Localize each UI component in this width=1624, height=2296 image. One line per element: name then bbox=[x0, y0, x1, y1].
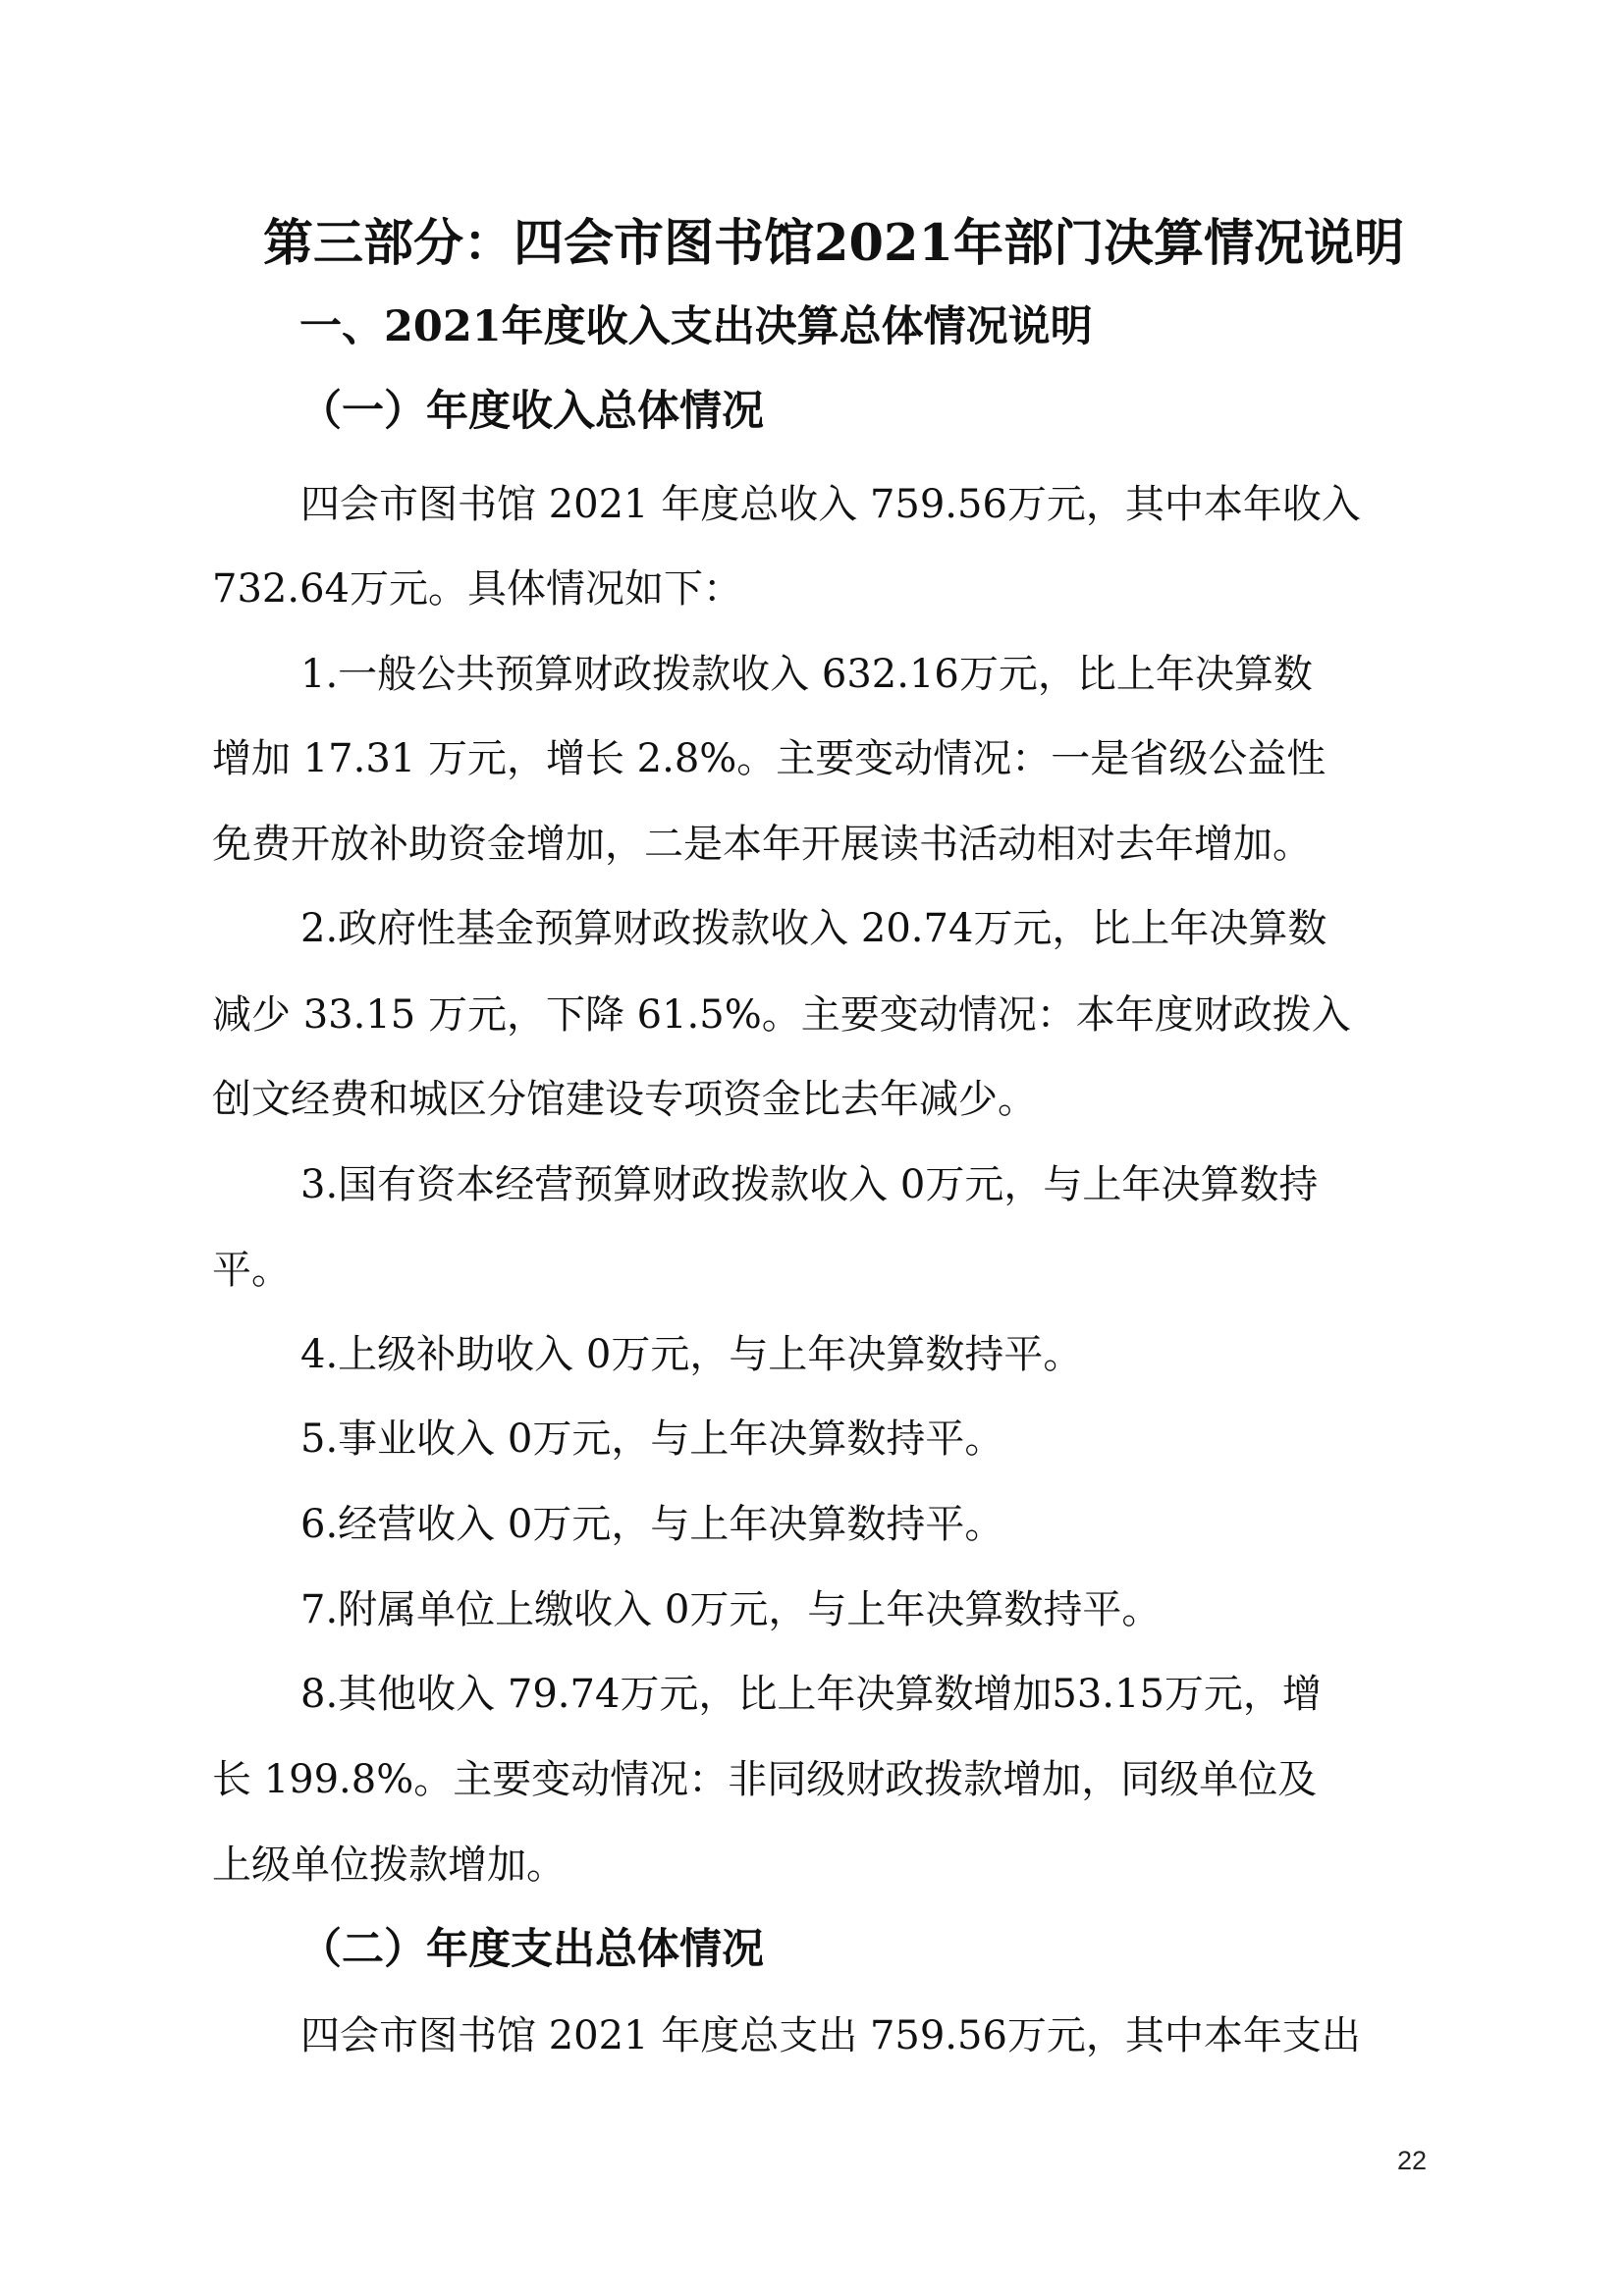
income-item-line: 5.事业收入 0万元，与上年决算数持平。 bbox=[300, 1416, 1004, 1462]
section-heading-1: 一、2021年度收入支出决算总体情况说明 bbox=[299, 302, 1093, 351]
income-item-line: 6.经营收入 0万元，与上年决算数持平。 bbox=[300, 1502, 1004, 1547]
subsection-heading-income: （一）年度收入总体情况 bbox=[299, 387, 764, 436]
income-item-line: 减少 33.15 万元，下降 61.5%。主要变动情况：本年度财政拨入 bbox=[212, 992, 1351, 1038]
income-item-line: 3.国有资本经营预算财政拨款收入 0万元，与上年决算数持 bbox=[300, 1162, 1319, 1207]
income-item-line: 8.其他收入 79.74万元，比上年决算数增加53.15万元，增 bbox=[300, 1672, 1322, 1717]
expense-paragraph-line: 四会市图书馆 2021 年度总支出 759.56万元，其中本年支出 bbox=[300, 2013, 1361, 2058]
income-paragraph-line: 732.64万元。具体情况如下： bbox=[212, 566, 742, 612]
page-title: 第三部分：四会市图书馆2021年部门决算情况说明 bbox=[263, 214, 1404, 273]
income-item-line: 2.政府性基金预算财政拨款收入 20.74万元，比上年决算数 bbox=[300, 906, 1327, 951]
income-item-line: 免费开放补助资金增加，二是本年开展读书活动相对去年增加。 bbox=[212, 822, 1312, 867]
income-item-line: 长 199.8%。主要变动情况：非同级财政拨款增加，同级单位及 bbox=[212, 1757, 1318, 1802]
income-item-line: 4.上级补助收入 0万元，与上年决算数持平。 bbox=[300, 1332, 1083, 1377]
income-item-line: 创文经费和城区分馆建设专项资金比去年减少。 bbox=[212, 1077, 1037, 1122]
page-number: 22 bbox=[1397, 2146, 1428, 2175]
income-item-line: 平。 bbox=[212, 1248, 291, 1293]
income-item-line: 1.一般公共预算财政拨款收入 632.16万元，比上年决算数 bbox=[300, 652, 1313, 697]
income-paragraph-line: 四会市图书馆 2021 年度总收入 759.56万元，其中本年收入 bbox=[300, 482, 1361, 527]
income-item-line: 上级单位拨款增加。 bbox=[212, 1842, 566, 1888]
income-item-line: 7.附属单位上缴收入 0万元，与上年决算数持平。 bbox=[300, 1587, 1162, 1632]
subsection-heading-expense: （二）年度支出总体情况 bbox=[299, 1925, 764, 1974]
income-item-line: 增加 17.31 万元，增长 2.8%。主要变动情况：一是省级公益性 bbox=[212, 736, 1326, 781]
